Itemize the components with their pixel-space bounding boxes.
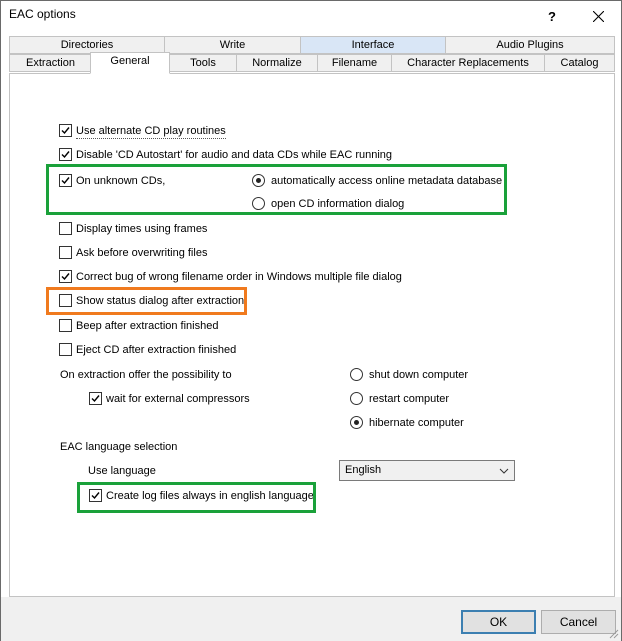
hibernate-radio[interactable] [350, 416, 363, 429]
checkmark-icon [61, 176, 70, 185]
tab-label: General [110, 55, 150, 67]
wait-compressors-label[interactable]: wait for external compressors [106, 393, 250, 405]
eject-label[interactable]: Eject CD after extraction finished [76, 344, 237, 356]
online-metadata-label[interactable]: automatically access online metadata database [271, 175, 503, 187]
language-select-value: English [345, 464, 382, 476]
disable-autostart-checkbox[interactable] [59, 148, 72, 161]
tab-write[interactable] [164, 36, 301, 54]
display-frames-checkbox[interactable] [59, 222, 72, 235]
tab-audio-plugins[interactable] [445, 36, 615, 54]
tab-label: Normalize [252, 57, 302, 69]
cd-info-dialog-radio[interactable] [252, 197, 265, 210]
checkmark-icon [91, 394, 100, 403]
chevron-down-icon [499, 466, 509, 476]
unknown-cds-checkbox[interactable] [59, 174, 72, 187]
tab-label: Write [219, 39, 246, 51]
checkmark-icon [61, 150, 70, 159]
radio-selected-dot [256, 178, 261, 183]
checkmark-icon [61, 272, 70, 281]
tab-label: Tools [190, 57, 216, 69]
tab-tools[interactable] [169, 54, 237, 72]
checkmark-icon [91, 491, 100, 500]
close-icon [593, 11, 604, 22]
display-frames-label[interactable]: Display times using frames [76, 223, 208, 235]
checkmark-icon [61, 126, 70, 135]
log-english-checkbox[interactable] [89, 489, 102, 502]
tab-extraction[interactable] [9, 54, 92, 72]
tab-label: Audio Plugins [496, 39, 564, 51]
beep-checkbox[interactable] [59, 319, 72, 332]
alternate-cd-play-label[interactable]: Use alternate CD play routines [76, 125, 226, 137]
tab-interface[interactable] [300, 36, 446, 54]
window-title: EAC options [9, 7, 76, 21]
beep-label[interactable]: Beep after extraction finished [76, 320, 219, 332]
restart-radio[interactable] [350, 392, 363, 405]
tab-label: Character Replacements [407, 57, 529, 69]
extraction-offer-label: On extraction offer the possibility to [60, 369, 232, 381]
tab-label: Interface [351, 39, 395, 51]
tab-general[interactable] [90, 52, 170, 74]
cancel-button[interactable]: Cancel [541, 610, 616, 634]
tab-normalize[interactable] [236, 54, 318, 72]
title-bar [1, 1, 621, 31]
status-dialog-checkbox[interactable] [59, 294, 72, 307]
tab-label: Filename [331, 57, 378, 69]
wait-compressors-checkbox[interactable] [89, 392, 102, 405]
restart-label[interactable]: restart computer [369, 393, 450, 405]
filename-bug-label[interactable]: Correct bug of wrong filename order in Windows multiple file dialog [76, 271, 402, 283]
help-button[interactable] [529, 1, 575, 31]
language-section-label: EAC language selection [60, 441, 178, 453]
online-metadata-radio[interactable] [252, 174, 265, 187]
disable-autostart-label[interactable]: Disable 'CD Autostart' for audio and data CDs while EAC running [76, 149, 393, 161]
ask-overwrite-checkbox[interactable] [59, 246, 72, 259]
cd-info-dialog-label[interactable]: open CD information dialog [271, 198, 405, 210]
log-english-label[interactable]: Create log files always in english language [106, 490, 314, 502]
alternate-cd-play-checkbox[interactable] [59, 124, 72, 137]
tab-character-replacements[interactable] [391, 54, 545, 72]
ask-overwrite-label[interactable]: Ask before overwriting files [76, 247, 208, 259]
ok-button[interactable]: OK [461, 610, 536, 634]
close-button[interactable] [575, 1, 621, 31]
eject-checkbox[interactable] [59, 343, 72, 356]
use-language-label: Use language [88, 465, 156, 477]
tab-catalog[interactable] [544, 54, 615, 72]
filename-bug-checkbox[interactable] [59, 270, 72, 283]
radio-selected-dot [354, 420, 359, 425]
tab-label: Extraction [26, 57, 75, 69]
status-dialog-label[interactable]: Show status dialog after extraction [76, 295, 245, 307]
resize-grip-icon[interactable] [609, 629, 619, 639]
hibernate-label[interactable]: hibernate computer [369, 417, 464, 429]
help-icon: ? [548, 8, 556, 24]
language-select[interactable] [339, 460, 515, 481]
tab-label: Catalog [560, 57, 599, 69]
shutdown-radio[interactable] [350, 368, 363, 381]
tab-filename[interactable] [317, 54, 392, 72]
tab-label: Directories [60, 39, 114, 51]
unknown-cds-label[interactable]: On unknown CDs, [76, 175, 166, 187]
shutdown-label[interactable]: shut down computer [369, 369, 469, 381]
